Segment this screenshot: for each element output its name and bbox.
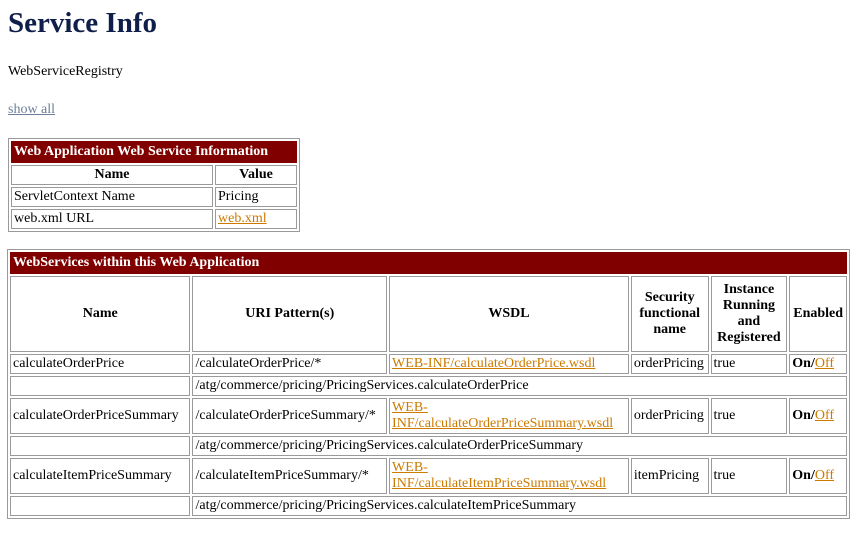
component-path-cell: /atg/commerce/pricing/PricingServices.calculateItemPriceSummary (192, 496, 847, 516)
table-row (10, 354, 847, 374)
service-name-cell: calculateOrderPriceSummary (10, 398, 190, 434)
uri-pattern-cell: /calculateOrderPriceSummary/* (192, 398, 387, 434)
instance-cell: true (711, 458, 788, 494)
web-app-info-heading: Web Application Web Service Information (11, 141, 297, 163)
col-header-name: Name (10, 276, 190, 352)
info-value-cell (215, 209, 297, 229)
separator: / (810, 408, 815, 423)
col-header-enabled: Enabled (789, 276, 847, 352)
web-services-table (7, 249, 850, 519)
instance-cell: true (711, 398, 788, 434)
wsdl-link[interactable]: WEB-INF/calculateItemPriceSummary.wsdl (392, 460, 607, 491)
table-row (11, 187, 297, 207)
on-label: On (792, 468, 811, 483)
off-link[interactable]: Off (814, 356, 835, 371)
component-path-cell: /atg/commerce/pricing/PricingServices.calculateOrderPriceSummary (192, 436, 847, 456)
table-row (10, 458, 847, 494)
off-link[interactable]: Off (814, 408, 835, 423)
security-cell: itemPricing (631, 458, 709, 494)
off-link[interactable]: Off (814, 468, 835, 483)
show-all-link[interactable]: show all (8, 102, 56, 117)
separator: / (810, 468, 815, 483)
wsdl-cell (389, 398, 629, 434)
instance-cell: true (711, 354, 788, 374)
col-header-uri: URI Pattern(s) (192, 276, 387, 352)
security-cell: orderPricing (631, 398, 709, 434)
info-value-cell: Pricing (215, 187, 297, 207)
enabled-cell (789, 458, 847, 494)
uri-pattern-cell: /calculateOrderPrice/* (192, 354, 387, 374)
security-cell: orderPricing (631, 354, 709, 374)
table-row (10, 376, 847, 396)
info-name-cell: web.xml URL (11, 209, 213, 229)
web-services-heading: WebServices within this Web Application (10, 252, 847, 274)
web-app-info-table (8, 138, 300, 232)
col-header-instance: Instance Running and Registered (711, 276, 788, 352)
wsdl-cell (389, 458, 629, 494)
enabled-cell (789, 354, 847, 374)
col-header-name: Name (11, 165, 213, 185)
uri-pattern-cell: /calculateItemPriceSummary/* (192, 458, 387, 494)
table-row (11, 209, 297, 229)
col-header-security: Security functional name (631, 276, 709, 352)
page-title: Service Info (8, 7, 157, 39)
service-name-cell: calculateOrderPrice (10, 354, 190, 374)
table-row (10, 496, 847, 516)
wsdl-cell (389, 354, 629, 374)
col-header-wsdl: WSDL (389, 276, 629, 352)
wsdl-link[interactable]: WEB-INF/calculateOrderPriceSummary.wsdl (392, 400, 614, 431)
enabled-cell (789, 398, 847, 434)
wsdl-link[interactable]: WEB-INF/calculateOrderPrice.wsdl (392, 356, 596, 371)
table-row (10, 398, 847, 434)
web-xml-link[interactable]: web.xml (218, 211, 267, 226)
on-label: On (792, 356, 811, 371)
on-label: On (792, 408, 811, 423)
service-name-cell: calculateItemPriceSummary (10, 458, 190, 494)
table-row (10, 436, 847, 456)
col-header-value: Value (215, 165, 297, 185)
separator: / (810, 356, 815, 371)
component-path-cell: /atg/commerce/pricing/PricingServices.calculateOrderPrice (192, 376, 847, 396)
registry-name: WebServiceRegistry (8, 64, 123, 79)
info-name-cell: ServletContext Name (11, 187, 213, 207)
